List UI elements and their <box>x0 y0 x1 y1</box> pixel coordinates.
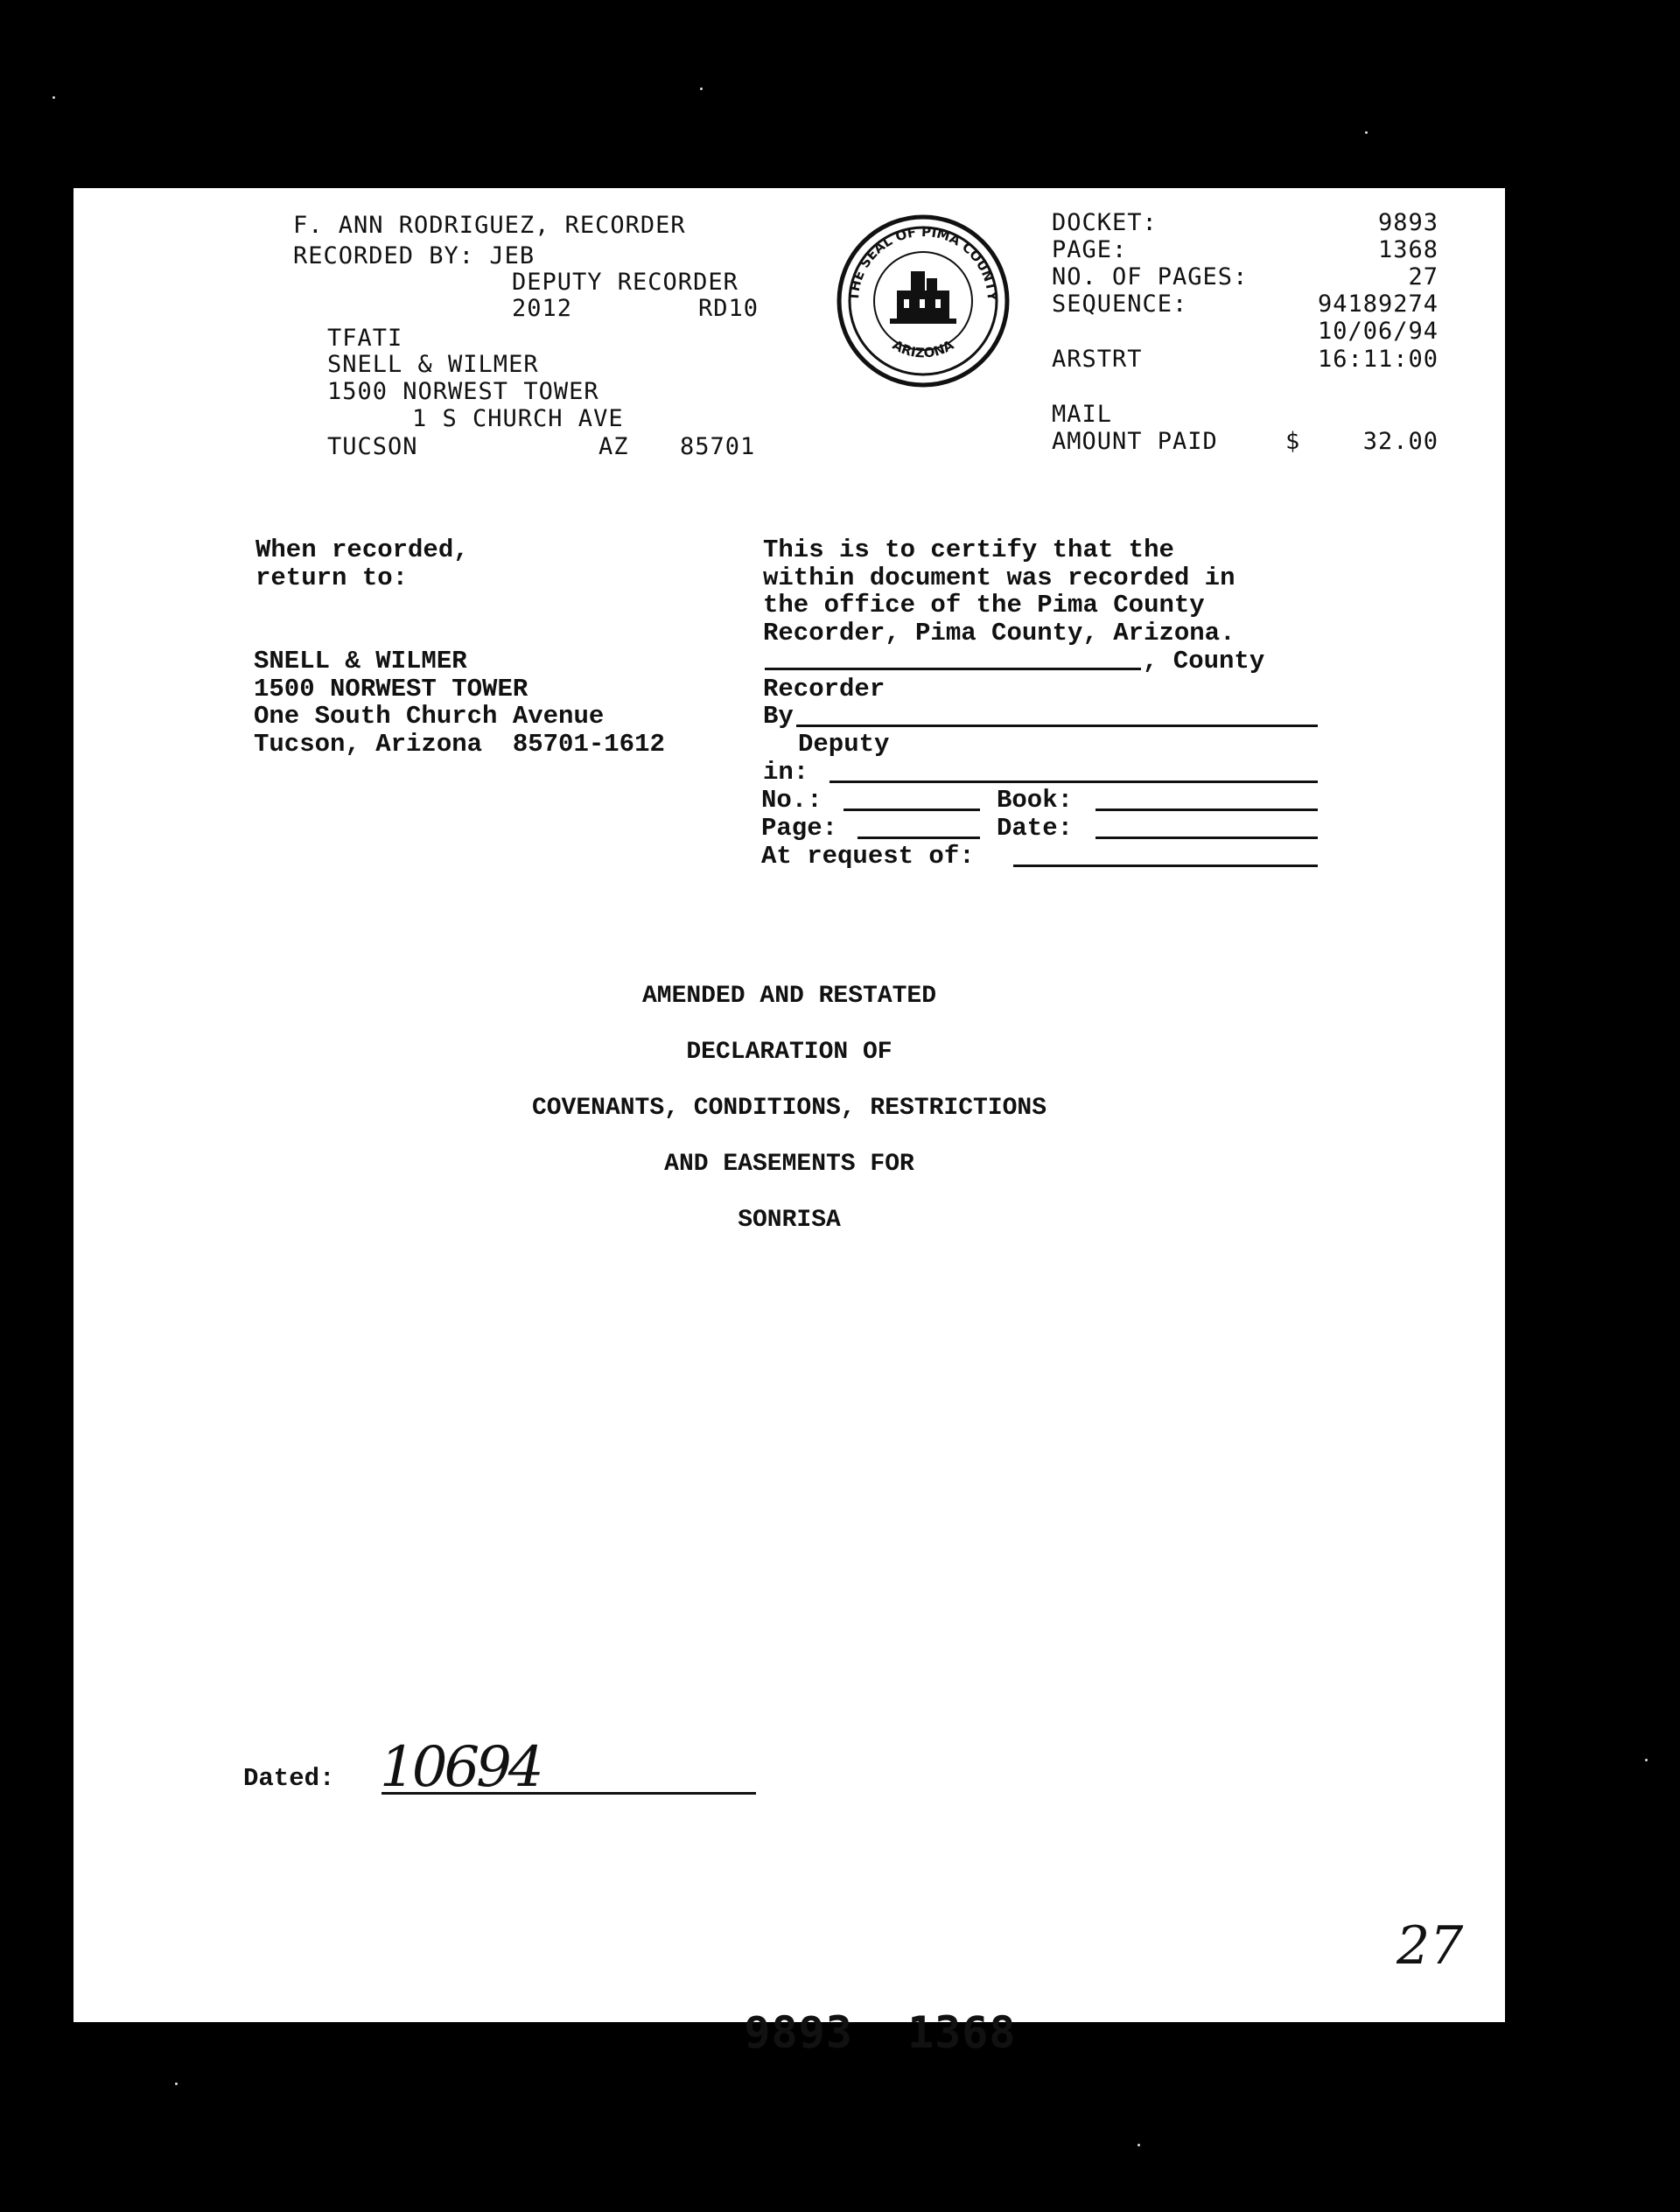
return-address-line2: One South Church Avenue <box>254 702 605 731</box>
return-to-label: return to: <box>256 564 409 592</box>
footer-page-number: 1368 <box>907 2007 1017 2058</box>
no-of-pages-label: NO. OF PAGES: <box>1052 263 1249 290</box>
dated-handwritten: 10694 <box>380 1735 541 1800</box>
no-label: No.: <box>761 786 822 815</box>
book-blank <box>1096 808 1318 811</box>
county-label: , County <box>1143 647 1265 676</box>
title-line3: COVENANTS, CONDITIONS, RESTRICTIONS <box>531 1095 1047 1122</box>
return-address-line1: 1500 NORWEST TOWER <box>254 675 528 704</box>
docket-label: DOCKET: <box>1052 209 1158 236</box>
certify-line3: the office of the Pima County <box>763 591 1205 620</box>
currency-symbol: $ <box>1285 428 1301 455</box>
handwritten-page-count: 27 <box>1396 1915 1464 1977</box>
page-value: 1368 <box>1377 236 1438 263</box>
no-of-pages-value: 27 <box>1408 263 1438 290</box>
scan-speck <box>1138 2144 1140 2146</box>
at-request-of-blank <box>1013 864 1318 867</box>
certify-line4: Recorder, Pima County, Arizona. <box>763 619 1236 648</box>
date-blank <box>1096 836 1318 839</box>
at-request-of-label: At request of: <box>761 842 975 871</box>
title-line2: DECLARATION OF <box>686 1039 892 1066</box>
amount-paid-label: AMOUNT PAID <box>1052 428 1218 455</box>
return-firm-name: SNELL & WILMER <box>254 647 467 676</box>
arstrt-label: ARSTRT <box>1052 346 1143 373</box>
stamp-firm-name: SNELL & WILMER <box>327 351 539 378</box>
footer-docket-number: 9893 <box>744 2007 853 2058</box>
by-blank <box>796 724 1318 727</box>
scan-speck <box>175 2082 178 2085</box>
date-field-label: Date: <box>997 814 1074 843</box>
recorded-time: 16:11:00 <box>1317 346 1438 373</box>
recorder-label: Recorder <box>763 675 886 704</box>
certify-line2: within document was recorded in <box>763 564 1236 592</box>
recorded-date: 10/06/94 <box>1317 318 1438 345</box>
page-label: PAGE: <box>1052 236 1128 263</box>
svg-text:THE SEAL OF PIMA COUNTY: THE SEAL OF PIMA COUNTY <box>845 223 1000 302</box>
certify-line1: This is to certify that the <box>763 536 1174 564</box>
recorder-code-rd: RD10 <box>698 295 760 322</box>
by-label: By <box>763 702 794 731</box>
sequence-label: SEQUENCE: <box>1052 290 1188 318</box>
return-address-line3: Tucson, Arizona 85701-1612 <box>254 730 665 759</box>
recorded-by: RECORDED BY: JEB <box>293 242 536 270</box>
page-blank <box>858 836 980 839</box>
county-recorder-blank <box>765 668 1141 670</box>
book-label: Book: <box>997 786 1074 815</box>
page-field-label: Page: <box>761 814 838 843</box>
mail-label: MAIL <box>1052 401 1113 428</box>
scan-speck <box>700 88 703 90</box>
in-blank <box>830 780 1318 783</box>
no-blank <box>844 808 980 811</box>
when-recorded-label: When recorded, <box>256 536 469 564</box>
deputy-recorder: DEPUTY RECORDER <box>512 269 738 296</box>
stamp-address-line1: 1500 NORWEST TOWER <box>327 378 599 405</box>
document-page <box>74 188 1505 2058</box>
stamp-zip: 85701 <box>680 433 756 460</box>
in-label: in: <box>763 758 809 787</box>
scan-speck <box>1645 1759 1648 1761</box>
title-line4: AND EASEMENTS FOR <box>664 1151 914 1178</box>
deputy-label: Deputy <box>798 730 890 759</box>
stamp-city: TUCSON <box>327 433 418 460</box>
dated-blank <box>382 1792 756 1795</box>
pima-county-seal <box>802 197 1000 372</box>
recorder-name: F. ANN RODRIGUEZ, RECORDER <box>293 212 686 239</box>
svg-text:ARIZONA: ARIZONA <box>889 337 956 361</box>
docket-value: 9893 <box>1377 209 1438 236</box>
stamp-state: AZ <box>598 433 629 460</box>
scan-speck <box>52 96 55 99</box>
stamp-address-line2: 1 S CHURCH AVE <box>412 405 624 432</box>
recorder-code-number: 2012 <box>512 295 573 322</box>
footer-docket-stamp <box>635 1956 1016 2109</box>
sequence-value: 94189274 <box>1317 290 1438 318</box>
title-line1: AMENDED AND RESTATED <box>641 983 937 1010</box>
dated-label: Dated: <box>243 1764 335 1793</box>
amount-paid-value: 32.00 <box>1362 428 1438 455</box>
title-line5: SONRISA <box>738 1207 841 1234</box>
stamp-code-tfati: TFATI <box>327 325 403 352</box>
scan-speck <box>1365 131 1368 134</box>
